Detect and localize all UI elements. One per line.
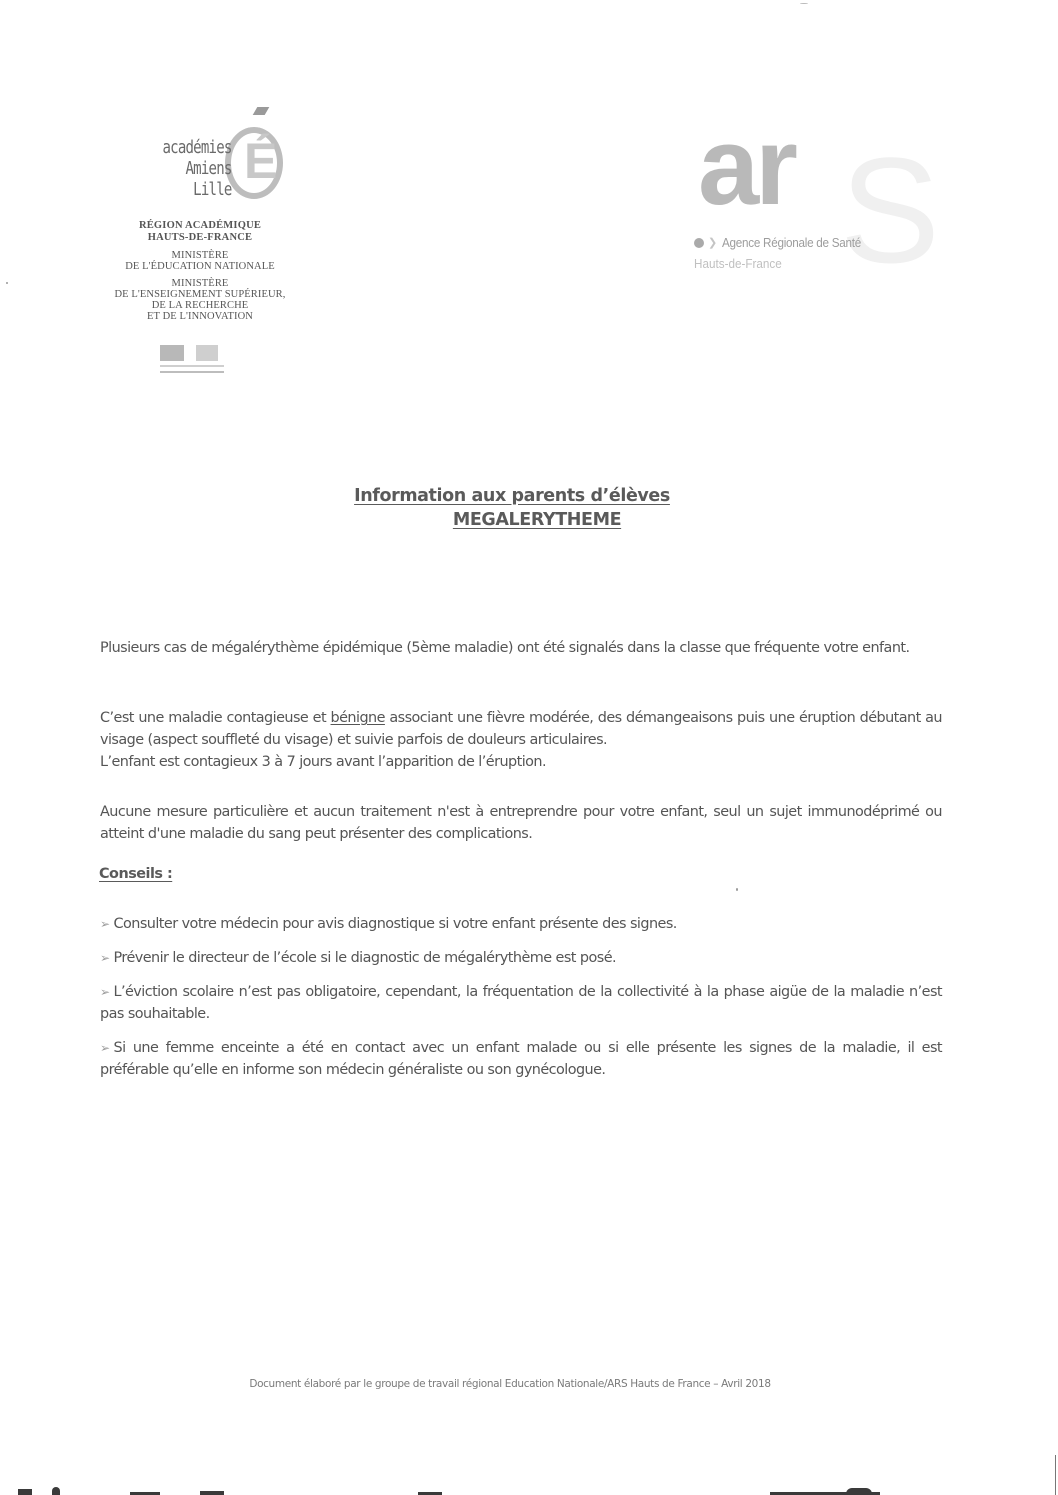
- advice-text: L’éviction scolaire n’est pas obligatoire, cependant, la fréquentation de la collectivité à la phase aigüe de la maladie n’est pas souhaitable.: [100, 984, 942, 1022]
- region-line-1: RÉGION ACADÉMIQUE: [138, 220, 262, 231]
- ars-arrow-icon: ❯: [708, 237, 718, 249]
- advice-item: [100, 913, 942, 935]
- document-title: [0, 484, 1058, 532]
- amiens-word: Amiens: [185, 158, 232, 179]
- scan-speck: [800, 3, 808, 4]
- accent-mark-icon: [253, 107, 270, 115]
- ministry2-line-1: MINISTÈRE: [171, 278, 229, 289]
- arrow-bullet-icon: ➢: [100, 917, 110, 931]
- academies-logo: [140, 105, 290, 210]
- academies-wordmark: [163, 137, 232, 200]
- arrow-bullet-icon: ➢: [100, 985, 110, 999]
- advice-item: [100, 1037, 942, 1081]
- p2-benign-underlined: bénigne: [330, 710, 385, 726]
- arrow-bullet-icon: ➢: [100, 951, 110, 965]
- advice-item: [100, 947, 942, 969]
- ars-s-letter: S: [840, 126, 941, 294]
- ministry1-line-1: MINISTÈRE: [171, 250, 229, 261]
- ministry1-line-2: DE L'ÉDUCATION NATIONALE: [125, 261, 275, 272]
- scan-speck: [6, 282, 8, 284]
- scan-edge-artifact: [0, 1484, 1058, 1495]
- ars-agency-name: Agence Régionale de Santé: [722, 235, 861, 250]
- advice-text: Prévenir le directeur de l’école si le diagnostic de mégalérythème est posé.: [113, 950, 617, 966]
- p2-text-after: associant une fièvre modérée, des démangeaisons puis une éruption débutant au visage (aspect souffleté du visage) et suivie parfois de douleurs articulaires.: [100, 710, 942, 748]
- ars-dot-icon: [694, 238, 704, 248]
- paragraph-no-measures: Aucune mesure particulière et aucun traitement n'est à entreprendre pour votre enfant, seul un sujet immunodéprimé ou atteint d'une maladie du sang peut présenter des complications.: [100, 804, 942, 842]
- ars-logo: [690, 105, 950, 294]
- title-line-1: Information aux parents d’élèves: [354, 486, 670, 506]
- footer-note: Document élaboré par le groupe de travail régional Education Nationale/ARS Hauts de France – Avril 2018: [249, 1378, 771, 1390]
- advice-text: Consulter votre médecin pour avis diagnostique si votre enfant présente des signes.: [113, 916, 677, 932]
- lille-word: Lille: [193, 179, 232, 200]
- advice-item: [100, 981, 942, 1025]
- ars-wordmark: ar: [698, 105, 794, 228]
- ministry2-line-3: DE LA RECHERCHE: [151, 300, 249, 311]
- marianne-logo-icon: [160, 345, 224, 379]
- scan-speck: [736, 888, 738, 891]
- academies-word: académies: [162, 137, 232, 158]
- title-line-2: MEGALERYTHEME: [452, 510, 622, 530]
- paragraph-description: [100, 707, 942, 773]
- ministry-block: [95, 220, 305, 322]
- arrow-bullet-icon: ➢: [100, 1041, 110, 1055]
- conseils-heading: Conseils :: [99, 866, 173, 882]
- ministry2-line-2: DE L'ENSEIGNEMENT SUPÉRIEUR,: [114, 289, 286, 300]
- logo-e-letter: É: [244, 133, 278, 189]
- ars-region-name: Hauts-de-France: [694, 256, 782, 271]
- paragraph-cases: Plusieurs cas de mégalérythème épidémique (5ème maladie) ont été signalés dans la classe que fréquente votre enfant.: [100, 640, 910, 656]
- p2-contagious-line: L’enfant est contagieux 3 à 7 jours avant l’apparition de l’éruption.: [100, 754, 546, 770]
- ministry2-line-4: ET DE L'INNOVATION: [147, 311, 253, 322]
- region-line-2: HAUTS-DE-FRANCE: [147, 232, 253, 243]
- scan-right-edge: [1055, 1455, 1056, 1495]
- p2-text-before: C’est une maladie contagieuse et: [100, 710, 331, 726]
- advice-text: Si une femme enceinte a été en contact avec un enfant malade ou si elle présente les signes de la maladie, il est préférable qu’elle en informe son médecin généraliste ou son gynécologue.: [100, 1040, 942, 1078]
- advice-list: [100, 913, 942, 1093]
